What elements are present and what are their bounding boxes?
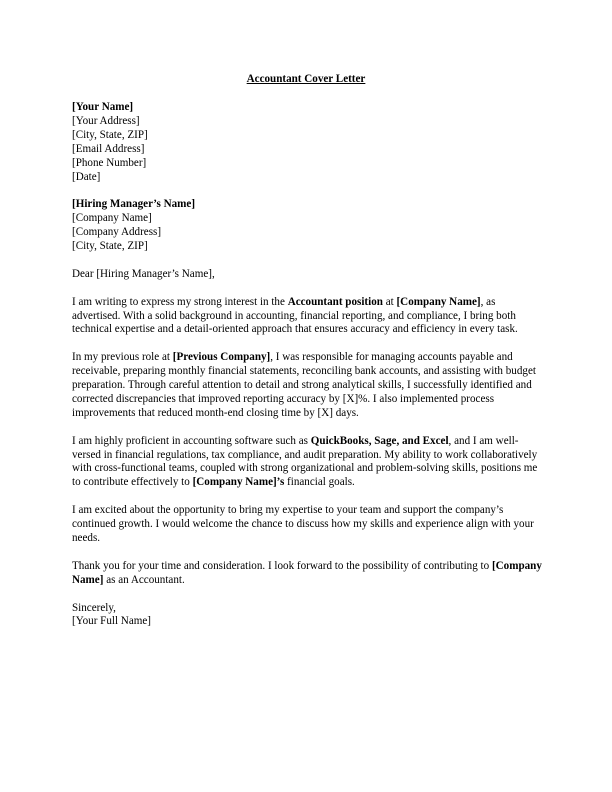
paragraph-intro-position: Accountant position [287,295,383,308]
recipient-city: [City, State, ZIP] [72,240,148,253]
recipient-name: [Hiring Manager’s Name] [72,198,196,211]
closing-signoff: Sincerely, [72,601,116,614]
paragraph-experience-text-1: In my previous role at [72,351,173,364]
paragraph-thanks [72,560,544,588]
document-title: Accountant Cover Letter [246,73,366,85]
letter-body [72,101,544,643]
sender-block [72,101,544,184]
paragraph-intro-text-3: , as advertised. With a solid background in accounting, financial reporting, and compliance, I bring both technical expertise and a detail-oriented approach that ensures accuracy and efficiency in every task. [72,295,518,336]
paragraph-intro-text-1: I am writing to express my strong interest in the [72,295,288,308]
paragraph-skills-text-1: I am highly proficient in accounting software such as [72,434,311,447]
closing-name: [Your Full Name] [72,615,151,628]
recipient-address: [Company Address] [72,226,162,239]
sender-name: [Your Name] [72,101,134,113]
paragraph-skills-company: [Company Name]’s [192,476,285,489]
sender-address: [Your Address] [72,114,140,127]
recipient-company: [Company Name] [72,212,152,225]
sender-phone: [Phone Number] [72,156,147,169]
paragraph-thanks-company: [Company Name] [72,559,542,586]
paragraph-thanks-text-2: as an Accountant. [103,573,185,586]
sender-city: [City, State, ZIP] [72,128,148,141]
paragraph-skills-text-2: , and I am well-versed in financial regulations, tax compliance, and audit preparation. My ability to work collaboratively with cross-functional teams, coupled with strong organizational and problem-solving skills, positions me to contribute effectively to [72,434,538,489]
paragraph-intro-text-2: at [382,295,397,308]
closing-block [72,602,544,630]
paragraph-experience [72,351,544,421]
paragraph-skills-software: QuickBooks, Sage, and Excel [310,434,449,447]
paragraph-thanks-text-1: Thank you for your time and consideration. I look forward to the possibility of contributing to [72,559,492,572]
sender-email: [Email Address] [72,142,145,155]
paragraph-experience-company: [Previous Company] [172,351,271,364]
paragraph-excitement: I am excited about the opportunity to bring my expertise to your team and support the company’s continued growth. I would welcome the chance to discuss how my skills and experience align with your needs. [72,504,534,544]
sender-date: [Date] [72,170,101,183]
recipient-block [72,198,544,254]
paragraph-intro-company: [Company Name] [396,295,481,308]
salutation: Dear [Hiring Manager’s Name], [72,267,215,280]
paragraph-experience-text-2: , I was responsible for managing accounts payable and receivable, preparing monthly financial statements, reconciling bank accounts, and assisting with budget preparation. Through careful attention to detail and strong analytical skills, I successfully identified and corrected discrepancies that improved reporting accuracy by [X]%. I also implemented process improvements that reduced month-end closing time by [X] days. [72,351,536,419]
paragraph-skills [72,435,544,491]
paragraph-intro [72,296,544,338]
paragraph-skills-text-3: financial goals. [284,476,355,489]
